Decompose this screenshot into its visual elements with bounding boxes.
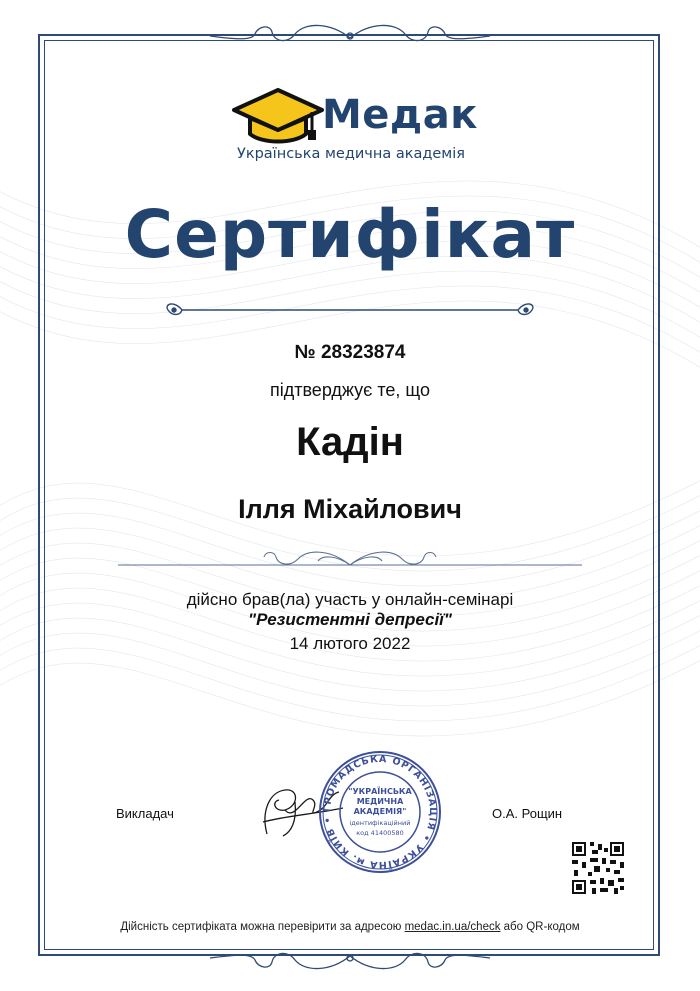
participation-text: дійсно брав(ла) участь у онлайн-семінарі [186, 590, 514, 609]
qr-code-icon [570, 840, 626, 896]
verification-link[interactable]: medac.in.ua/check [404, 921, 501, 933]
confirms-text: підтверджує те, що [269, 380, 431, 400]
footer-suffix: або QR-кодом [500, 921, 580, 933]
stamp-line-2: МЕДИЧНА [356, 797, 404, 806]
certificate-number: № 28323874 [294, 342, 406, 363]
seminar-title: "Резистентні депресії" [248, 610, 452, 629]
official-stamp [318, 750, 442, 874]
stamp-line-3: АКАДЕМІЯ" [353, 807, 407, 816]
stamp-line-4: ідентифікаційний [349, 819, 411, 827]
name-divider-ornament [118, 545, 582, 577]
footer-prefix: Дійсність сертифіката можна перевірити за адресою [120, 921, 405, 933]
title-divider-ornament [160, 296, 540, 324]
verification-footer [0, 921, 700, 933]
lecturer-name: О.А. Рощин [492, 806, 563, 821]
bottom-flourish-ornament [200, 944, 500, 974]
stamp-line-1: "УКРАЇНСЬКА [348, 787, 412, 796]
stamp-line-5: код 41400580 [356, 829, 404, 837]
recipient-given-names: Ілля Міхайлович [238, 494, 462, 524]
top-flourish-ornament [200, 20, 500, 50]
logo-subtitle: Українська медична академія [237, 146, 465, 162]
logo-name: Медак [322, 92, 478, 138]
certificate-title: Сертифікат [124, 196, 576, 273]
lecturer-label: Викладач [116, 806, 174, 821]
recipient-surname: Кадін [296, 420, 404, 464]
stamp-outer-text: ГРОМАДСЬКА ОРГАНІЗАЦІЯ • УКРАЇНА м. КИЇВ • [321, 753, 439, 871]
stamp-seal-icon [318, 750, 442, 874]
seminar-date: 14 лютого 2022 [289, 634, 411, 653]
